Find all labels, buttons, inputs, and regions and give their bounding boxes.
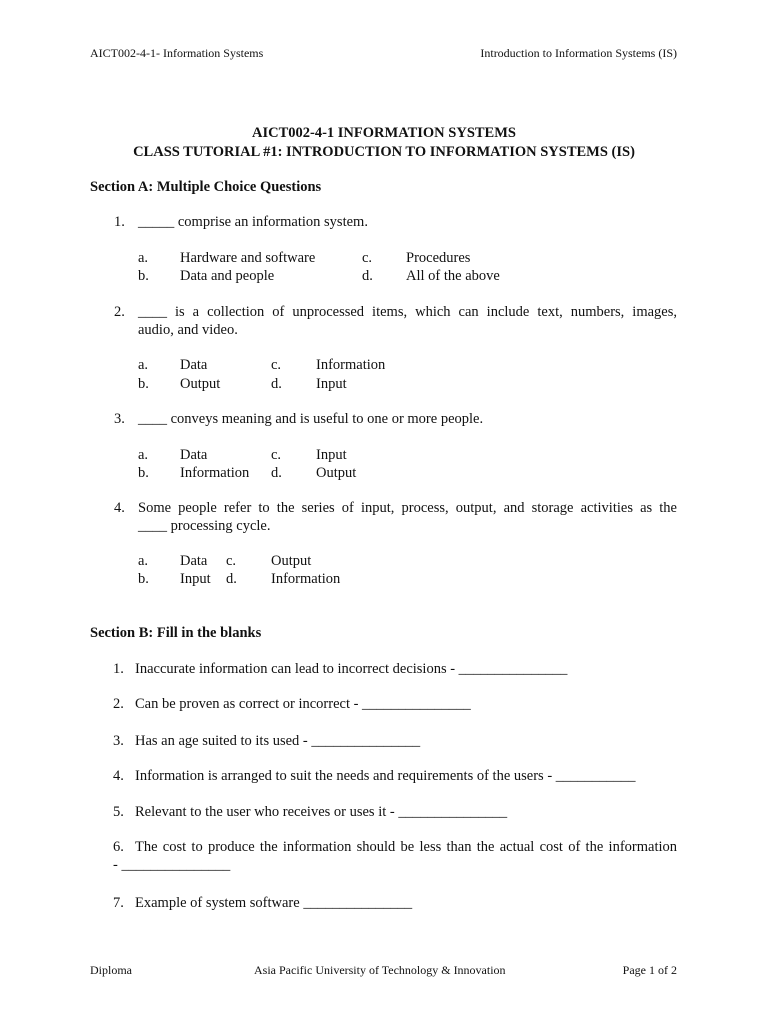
fill-blank-item: Example of system software _______________ xyxy=(135,895,413,911)
option-text: Data xyxy=(180,447,208,463)
option-letter: b. xyxy=(138,268,149,284)
item-number: 5. xyxy=(113,804,124,820)
option-letter: d. xyxy=(271,465,282,481)
option-text: Data xyxy=(180,553,208,569)
option-letter: b. xyxy=(138,376,149,392)
option-text: Information xyxy=(316,357,386,373)
item-number: 2. xyxy=(113,696,124,712)
question-text-continued: ____ processing cycle. xyxy=(138,518,271,534)
option-letter: c. xyxy=(226,553,237,569)
document-title: AICT002-4-1 INFORMATION SYSTEMS xyxy=(252,125,516,141)
document-subtitle: CLASS TUTORIAL #1: INTRODUCTION TO INFORMATION SYSTEMS (IS) xyxy=(133,144,635,160)
item-number: 6. xyxy=(113,839,124,855)
option-letter: b. xyxy=(138,571,149,587)
footer-center: Asia Pacific University of Technology & Innovation xyxy=(254,963,506,977)
section-b-heading: Section B: Fill in the blanks xyxy=(90,625,262,641)
item-number: 4. xyxy=(113,768,124,784)
option-text: Output xyxy=(316,465,357,481)
option-letter: c. xyxy=(362,250,373,266)
question-number: 4. xyxy=(114,500,125,516)
question-number: 1. xyxy=(114,214,125,230)
fill-blank-item-continued: - _______________ xyxy=(113,857,231,873)
option-letter: d. xyxy=(271,376,282,392)
fill-blank-item: Relevant to the user who receives or uses it - _______________ xyxy=(135,804,508,820)
option-text: Output xyxy=(271,553,312,569)
fill-blank-item: Can be proven as correct or incorrect - _______________ xyxy=(135,696,471,712)
option-letter: a. xyxy=(138,357,149,373)
footer-left: Diploma xyxy=(90,963,132,977)
option-text: All of the above xyxy=(406,268,500,284)
fill-blank-item: Information is arranged to suit the needs and requirements of the users - ___________ xyxy=(135,768,636,784)
option-letter: c. xyxy=(271,447,282,463)
item-number: 3. xyxy=(113,733,124,749)
fill-blank-item: The cost to produce the information should be less than the actual cost of the information xyxy=(135,839,677,855)
item-number: 1. xyxy=(113,661,124,677)
question-text: Some people refer to the series of input, process, output, and storage activities as the xyxy=(138,500,677,516)
question-text: _____ comprise an information system. xyxy=(138,214,368,230)
option-text: Data xyxy=(180,357,208,373)
option-letter: a. xyxy=(138,553,149,569)
section-a-heading: Section A: Multiple Choice Questions xyxy=(90,179,322,195)
option-letter: a. xyxy=(138,250,149,266)
option-text: Procedures xyxy=(406,250,471,266)
option-text: Input xyxy=(316,376,347,392)
option-letter: b. xyxy=(138,465,149,481)
option-text: Information xyxy=(180,465,250,481)
option-text: Hardware and software xyxy=(180,250,316,266)
option-text: Data and people xyxy=(180,268,275,284)
page-number: Page 1 of 2 xyxy=(622,963,677,977)
option-text: Input xyxy=(316,447,347,463)
option-letter: d. xyxy=(226,571,237,587)
fill-blank-item: Inaccurate information can lead to incorrect decisions - _______________ xyxy=(135,661,568,677)
header-left: AICT002-4-1- Information Systems xyxy=(90,46,264,60)
option-letter: c. xyxy=(271,357,282,373)
fill-blank-item: Has an age suited to its used - _______________ xyxy=(135,733,421,749)
question-number: 3. xyxy=(114,411,125,427)
item-number: 7. xyxy=(113,895,124,911)
header-right: Introduction to Information Systems (IS) xyxy=(480,46,677,60)
option-text: Output xyxy=(180,376,221,392)
option-letter: a. xyxy=(138,447,149,463)
question-text: ____ conveys meaning and is useful to one or more people. xyxy=(138,411,484,427)
question-number: 2. xyxy=(114,304,125,320)
option-letter: d. xyxy=(362,268,373,284)
question-text: ____ is a collection of unprocessed items, which can include text, numbers, images, xyxy=(138,304,677,320)
question-text-continued: audio, and video. xyxy=(138,322,238,338)
option-text: Input xyxy=(180,571,211,587)
option-text: Information xyxy=(271,571,341,587)
